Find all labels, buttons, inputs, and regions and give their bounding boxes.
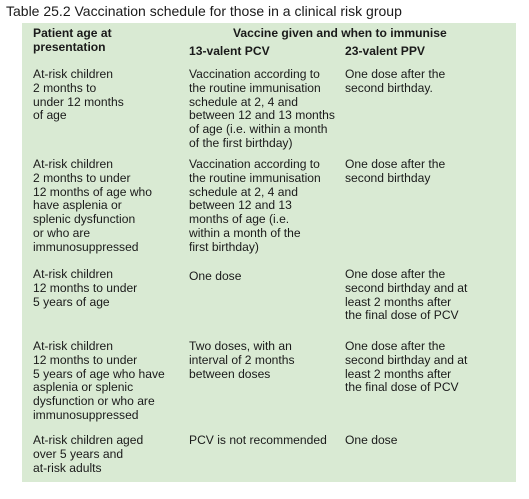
row-5-ppv: One dose	[345, 433, 398, 447]
table-caption: Table 25.2 Vaccination schedule for those in a clinical risk group	[6, 3, 402, 19]
row-4-age: At-risk children 12 months to under 5 years of age who have asplenia or splenic dysfunction or who are immunosuppressed	[33, 339, 165, 422]
row-1-ppv: One dose after the second birthday.	[345, 67, 446, 95]
row-1-age: At-risk children 2 months to under 12 months of age	[33, 67, 124, 123]
row-4-ppv: One dose after the second birthday and at least 2 months after the final dose of PCV	[345, 339, 468, 395]
row-5-pcv: PCV is not recommended	[189, 433, 327, 447]
row-4-pcv: Two doses, with an interval of 2 months between doses	[189, 339, 295, 381]
row-2-pcv: Vaccination according to the routine immunisation schedule at 2, 4 and between 12 and 13 months of age (i.e. within a month of the first birthday)	[189, 157, 321, 254]
header-23-valent-ppv: 23-valent PPV	[345, 44, 425, 58]
header-13-valent-pcv: 13-valent PCV	[189, 44, 270, 58]
header-patient-age: Patient age at presentation	[33, 26, 112, 54]
row-3-pcv: One dose	[189, 269, 242, 283]
header-vaccine-group: Vaccine given and when to immunise	[233, 26, 447, 40]
row-3-age: At-risk children 12 months to under 5 years of age	[33, 267, 138, 309]
row-1-pcv: Vaccination according to the routine immunisation schedule at 2, 4 and between 12 and 13 months of age (i.e. within a month of the first birthday)	[189, 67, 335, 150]
row-2-ppv: One dose after the second birthday	[345, 157, 446, 185]
row-2-age: At-risk children 2 months to under 12 months of age who have asplenia or splenic dysfunction or who are immunosuppressed	[33, 157, 153, 254]
row-5-age: At-risk children aged over 5 years and at-risk adults	[33, 433, 144, 475]
row-3-ppv: One dose after the second birthday and at least 2 months after the final dose of PCV	[345, 267, 468, 323]
